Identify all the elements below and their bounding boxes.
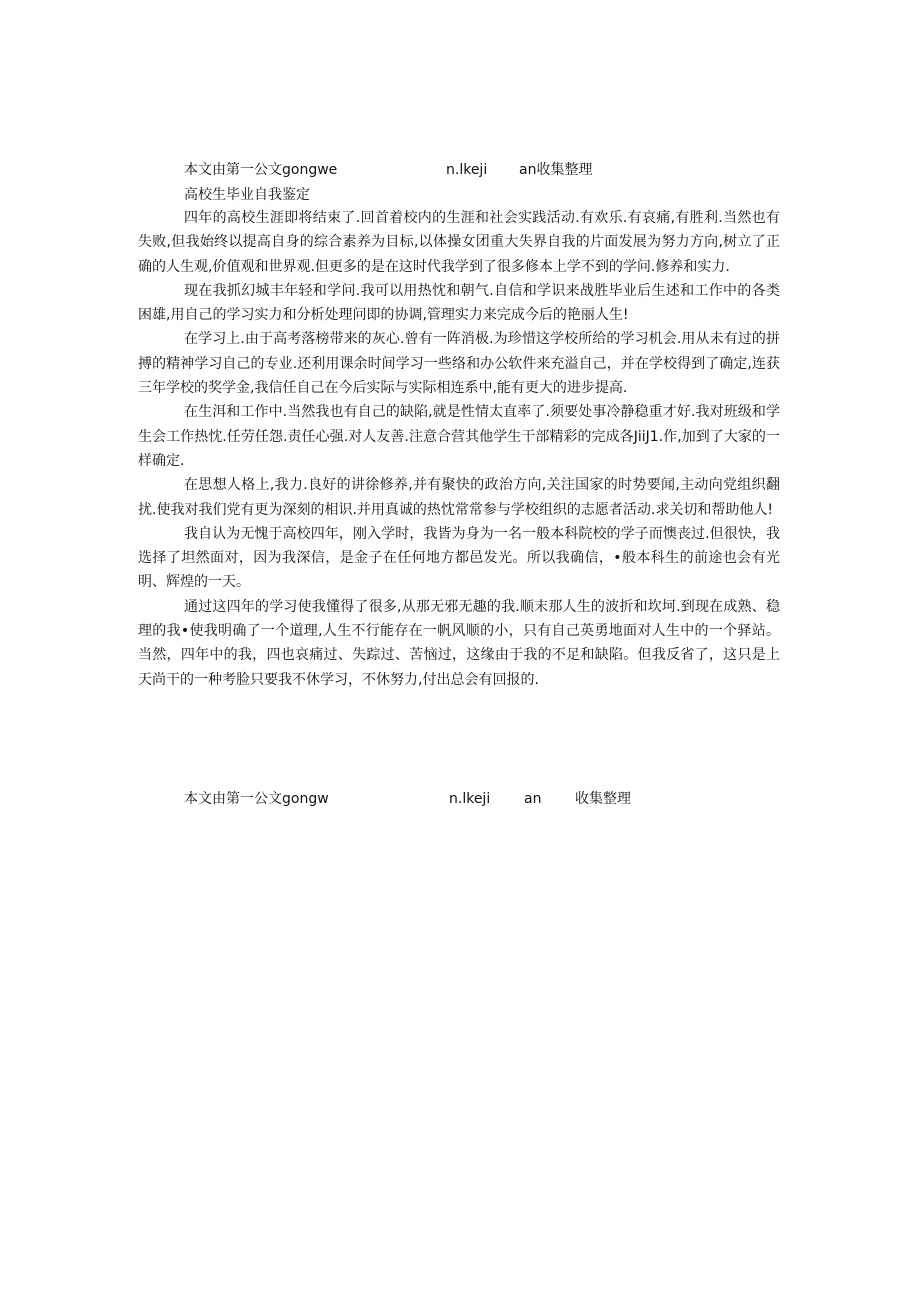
body-paragraph: 现在我抓幻城丰年轻和学问.我可以用热忱和朝气.自信和学识来战胜毕业后生述和工作中的各类困雄,用自己的学习实力和分析处理问即的协调,管理实力来完成今后的艳丽人生!	[138, 282, 780, 324]
body-paragraph: 四年的高校生涯即将结束了.回首着校内的生涯和社会实践活动.有欢乐.有哀痛,有胜利.当然也有失败,但我始终以提高自身的综合素养为目标,以体操女团重大失界自我的片面发展为努力方向,树立了正确的人生观,价值观和世界观.但更多的是在这时代我学到了很多修本上学不到的学问.修养和实力.	[138, 210, 780, 275]
header-text-part2: n.lkeji	[446, 162, 488, 178]
document-body	[138, 206, 780, 692]
footer-text-part4: 收集整理	[575, 791, 631, 807]
footer-text-part2: n.lkeji	[449, 791, 491, 807]
body-paragraph: 通过这四年的学习使我懂得了很多,从那无邪无趣的我.顺末那人生的波折和坎坷.到现在成熟、稳理的我•使我明确了一个道理,人生不行能存在一帆风顺的小，只有自己英勇地面对人生中的一个驿站。当然，四年中的我，四也哀痛过、失踪过、苦恼过，这缘由于我的不足和缺陷。但我反省了，这只是上天尚干的一种考脸只要我不休学习，不休努力,付出总会有回报的.	[138, 598, 780, 688]
page-footer	[184, 787, 784, 811]
footer-text-part1: 本文由第一公文gongw	[184, 791, 329, 807]
page-header	[184, 158, 784, 182]
footer-text-part3: an	[524, 791, 542, 807]
document-title: 高校生毕业自我鉴定	[184, 187, 310, 203]
body-paragraph: 在生洱和工作中.当然我也有自己的缺陷,就是性情太直率了.须要处事冷静稳重才好.我对班级和学生会工作热忱.任劳任怨.责任心强.对人友善.注意合营其他学生干部精彩的完成各JiiJ1.作,加到了大家的一样确定.	[138, 404, 780, 469]
header-text-part1: 本文由第一公文gongwe	[184, 162, 338, 178]
body-paragraph: 在学习上.由于高考落榜带来的灰心.曾有一阵消极.为珍惜这学校所给的学习机会.用从未有过的拼搏的精神学习自己的专业.还利用课余时间学习一些络和办公软件来充溢自己，并在学校得到了确定,连获三年学校的奖学金,我信任自己在今后实际与实际相连系中,能有更大的进步提高.	[138, 331, 780, 397]
header-text-part3: an收集整理	[519, 162, 593, 178]
body-paragraph: 我自认为无愧于高校四年，刚入学时，我皆为身为一名一般本科院校的学子而懊丧过.但很快，我选择了坦然面对，因为我深信，是金子在任何地方都邑发光。所以我确信，•般本科生的前途也会有光明、辉煌的一天。	[138, 525, 780, 591]
body-paragraph: 在思想人格上,我力.良好的讲徐修养,并有聚快的政治方向,关注国家的时势要闻,主动向党组织翻扰.使我对我们党有更为深刻的相识.并用真诚的热忱常常参与学校组织的志愿者活动.求关切和帮助他人!	[138, 477, 780, 518]
